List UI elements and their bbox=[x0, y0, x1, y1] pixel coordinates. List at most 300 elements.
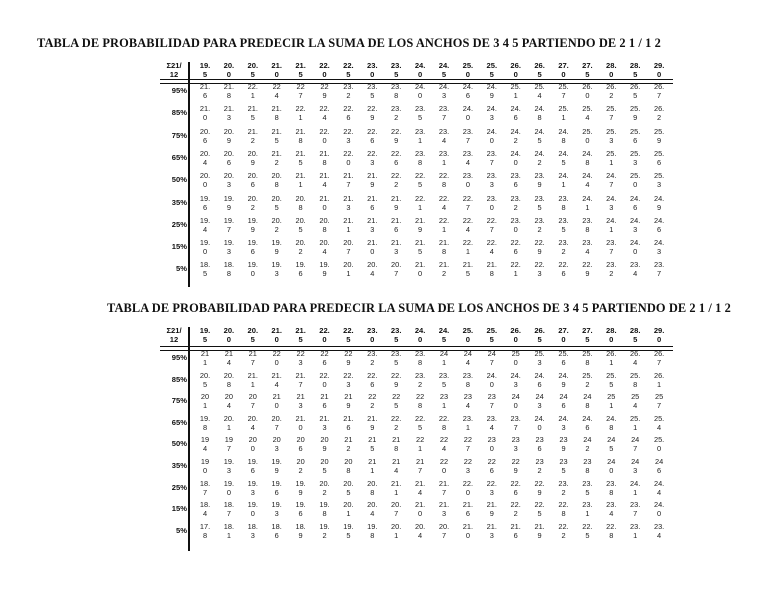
cell-line: 6 bbox=[465, 509, 470, 519]
cell-line: 8 bbox=[274, 180, 279, 190]
table-cell bbox=[504, 480, 528, 498]
cell-line: 23. bbox=[558, 215, 569, 225]
table-cell bbox=[575, 83, 599, 101]
cell-line: 23. bbox=[510, 171, 521, 181]
column-header-line: 23. bbox=[390, 61, 402, 70]
cell-line: 9 bbox=[657, 135, 662, 145]
cell-line: 4 bbox=[585, 247, 590, 257]
cell-line: 9 bbox=[537, 487, 542, 497]
column-header bbox=[552, 62, 576, 80]
cell-line: 20. bbox=[343, 238, 354, 248]
column-header-line: 26. bbox=[510, 326, 521, 335]
cell-line: 6 bbox=[513, 530, 518, 540]
cell-line: 8 bbox=[441, 180, 447, 190]
cell-line: 7 bbox=[202, 487, 208, 497]
cell-line: 4 bbox=[657, 422, 662, 432]
cell-line: 2 bbox=[298, 466, 303, 475]
percentile-label: 95% bbox=[171, 86, 187, 95]
table-cell bbox=[504, 150, 528, 168]
table-cell bbox=[289, 239, 313, 257]
cell-line: 2 bbox=[561, 247, 566, 257]
table-cell bbox=[336, 523, 360, 541]
table-cell bbox=[336, 105, 360, 123]
table-cell bbox=[575, 150, 599, 168]
cell-line: 24. bbox=[653, 215, 665, 225]
cell-line: 22. bbox=[510, 260, 521, 270]
cell-line: 0 bbox=[609, 466, 614, 475]
table-cell bbox=[528, 458, 552, 476]
cell-line: 19. bbox=[367, 521, 378, 531]
cell-line: 3 bbox=[633, 466, 638, 475]
cell-line: 19. bbox=[271, 500, 282, 510]
table-cell bbox=[241, 501, 265, 519]
table-cell bbox=[552, 195, 576, 213]
cell-line: 0 bbox=[298, 422, 303, 432]
table-cell bbox=[623, 436, 647, 454]
column-header-line: 27. bbox=[582, 61, 593, 70]
table-cell bbox=[193, 195, 217, 213]
cell-line: 24. bbox=[510, 370, 521, 380]
cell-line: 24. bbox=[630, 238, 641, 248]
cell-line: 4 bbox=[202, 509, 208, 519]
table-cell bbox=[480, 128, 504, 146]
cell-line: 22 bbox=[272, 82, 281, 91]
cell-line: 3 bbox=[441, 91, 447, 100]
cell-line: 9 bbox=[561, 379, 566, 389]
table-cell bbox=[528, 372, 552, 390]
table-cell bbox=[360, 501, 384, 519]
table-cell bbox=[289, 501, 313, 519]
table-cell bbox=[384, 501, 408, 519]
cell-line: 0 bbox=[322, 379, 327, 389]
cell-line: 23. bbox=[653, 260, 665, 270]
table-cell bbox=[241, 172, 265, 190]
table-cell bbox=[552, 150, 576, 168]
cell-line: 20. bbox=[295, 215, 306, 225]
column-header-line: 27. bbox=[558, 61, 569, 70]
cell-line: 2 bbox=[609, 91, 614, 100]
cell-line: 1 bbox=[609, 401, 614, 411]
cell-line: 4 bbox=[585, 113, 590, 123]
cell-line: 21. bbox=[367, 238, 378, 248]
probability-table-1 bbox=[37, 36, 665, 286]
column-header bbox=[456, 327, 480, 345]
column-header-line: 24. bbox=[438, 61, 450, 70]
column-header-line: 5 bbox=[537, 70, 542, 79]
table-cell bbox=[360, 217, 384, 235]
table-cell bbox=[432, 372, 456, 390]
cell-line: 4 bbox=[609, 509, 614, 519]
table-cell bbox=[408, 480, 432, 498]
column-header bbox=[313, 327, 337, 345]
column-header-line: 29. bbox=[653, 326, 665, 335]
cell-line: 21. bbox=[414, 500, 426, 510]
cell-line: 19. bbox=[295, 478, 306, 488]
table-cell bbox=[528, 350, 552, 368]
cell-line: 23. bbox=[391, 104, 402, 114]
table-cell bbox=[623, 105, 647, 123]
cell-line: 4 bbox=[441, 202, 447, 212]
table-cell bbox=[336, 350, 360, 368]
table-cell bbox=[217, 458, 241, 476]
cell-line: 23. bbox=[486, 171, 497, 181]
cell-line: 3 bbox=[274, 444, 279, 454]
table-cell bbox=[552, 523, 576, 541]
table-cell bbox=[456, 393, 480, 411]
cell-line: 21. bbox=[343, 215, 354, 225]
cell-line: 26. bbox=[653, 82, 665, 91]
cell-line: 21. bbox=[462, 260, 474, 270]
cell-line: 3 bbox=[298, 358, 303, 367]
cell-line: 1 bbox=[441, 157, 447, 167]
table-cell bbox=[552, 372, 576, 390]
percentile-label: 65% bbox=[171, 417, 187, 427]
table-cell bbox=[408, 372, 432, 390]
column-header bbox=[408, 327, 432, 345]
column-header bbox=[623, 62, 647, 80]
cell-line: 7 bbox=[657, 358, 662, 367]
probability-table-2 bbox=[107, 300, 731, 550]
table-cell bbox=[552, 501, 576, 519]
cell-line: 9 bbox=[226, 135, 231, 145]
column-header bbox=[265, 62, 289, 80]
cell-line: 24 bbox=[654, 457, 664, 466]
table-cell bbox=[599, 480, 623, 498]
cell-line: 24 bbox=[607, 435, 616, 445]
cell-line: 4 bbox=[489, 422, 494, 432]
cell-line: 5 bbox=[274, 135, 279, 145]
cell-line: 4 bbox=[274, 379, 279, 389]
cell-line: 2 bbox=[346, 444, 351, 454]
cell-line: 20 bbox=[320, 435, 329, 445]
table-cell bbox=[241, 239, 265, 257]
table-cell bbox=[528, 480, 552, 498]
cell-line: 21. bbox=[247, 126, 258, 136]
cell-line: 20. bbox=[367, 500, 378, 510]
cell-line: 6 bbox=[274, 487, 279, 497]
table-cell bbox=[217, 393, 241, 411]
table-cell bbox=[360, 83, 384, 101]
cell-line: 21. bbox=[414, 478, 426, 488]
cell-line: 1 bbox=[394, 530, 399, 540]
table-cell bbox=[408, 83, 432, 101]
cell-line: 6 bbox=[537, 444, 542, 454]
cell-line: 8 bbox=[609, 487, 614, 497]
percentile-label: 75% bbox=[171, 396, 187, 406]
cell-line: 19 bbox=[200, 457, 210, 466]
cell-line: 24. bbox=[630, 215, 641, 225]
table-cell bbox=[575, 480, 599, 498]
column-header-line: 5 bbox=[585, 70, 590, 79]
table-cell bbox=[217, 128, 241, 146]
cell-line: 22. bbox=[391, 126, 402, 136]
cell-line: 8 bbox=[441, 247, 447, 257]
cell-line: 22. bbox=[438, 413, 450, 423]
table-cell bbox=[384, 415, 408, 433]
column-header-line: 0 bbox=[609, 70, 614, 79]
percentile-label: 50% bbox=[171, 439, 187, 449]
table-cell bbox=[432, 195, 456, 213]
cell-line: 4 bbox=[633, 358, 638, 367]
table-cell bbox=[480, 105, 504, 123]
cell-line: 3 bbox=[370, 224, 375, 234]
cell-line: 1 bbox=[561, 113, 566, 123]
cell-line: 6 bbox=[513, 247, 518, 257]
cell-line: 6 bbox=[346, 422, 351, 432]
column-header bbox=[575, 327, 599, 345]
cell-line: 21. bbox=[438, 500, 450, 510]
column-header bbox=[241, 62, 265, 80]
cell-line: 20. bbox=[319, 478, 330, 488]
cell-line: 4 bbox=[465, 401, 470, 411]
cell-line: 20. bbox=[271, 193, 282, 203]
cell-line: 19. bbox=[319, 521, 330, 531]
cell-line: 5 bbox=[537, 202, 542, 212]
column-header-line: 0 bbox=[513, 335, 518, 344]
cell-line: 21. bbox=[391, 238, 402, 248]
cell-line: 25. bbox=[606, 126, 617, 136]
cell-line: 20. bbox=[247, 148, 258, 158]
cell-line: 4 bbox=[322, 113, 327, 123]
column-header-line: 27. bbox=[582, 326, 593, 335]
table-cell bbox=[647, 105, 671, 123]
cell-line: 3 bbox=[250, 530, 255, 540]
cell-line: 23. bbox=[438, 104, 450, 114]
cell-line: 22. bbox=[319, 126, 330, 136]
column-header-line: 0 bbox=[465, 70, 470, 79]
cell-line: 25. bbox=[534, 349, 545, 358]
cell-line: 7 bbox=[441, 530, 447, 540]
cell-line: 24. bbox=[653, 193, 665, 203]
cell-line: 23. bbox=[343, 82, 354, 91]
cell-line: 9 bbox=[489, 91, 494, 100]
cell-line: 3 bbox=[322, 422, 327, 432]
cell-line: 9 bbox=[346, 401, 351, 411]
column-header-line: 25. bbox=[486, 61, 498, 70]
table-cell bbox=[193, 105, 217, 123]
cell-line: 20 bbox=[248, 392, 257, 402]
cell-line: 8 bbox=[298, 135, 303, 145]
cell-line: 9 bbox=[657, 202, 662, 212]
cell-line: 9 bbox=[418, 224, 423, 234]
cell-line: 21 bbox=[392, 457, 401, 466]
cell-line: 8 bbox=[394, 91, 399, 100]
cell-line: 5 bbox=[346, 487, 351, 497]
cell-line: 3 bbox=[489, 487, 494, 497]
cell-line: 9 bbox=[394, 379, 399, 389]
table-cell bbox=[599, 350, 623, 368]
table-cell bbox=[647, 83, 671, 101]
cell-line: 0 bbox=[657, 509, 662, 519]
cell-line: 2 bbox=[657, 113, 662, 123]
table-cell bbox=[456, 501, 480, 519]
table-cell bbox=[408, 195, 432, 213]
cell-line: 18. bbox=[199, 478, 211, 488]
cell-line: 25. bbox=[606, 148, 617, 158]
cell-line: 5 bbox=[202, 269, 208, 279]
table-cell bbox=[575, 128, 599, 146]
cell-line: 25. bbox=[534, 82, 545, 91]
table-cell bbox=[193, 83, 217, 101]
cell-line: 24. bbox=[558, 148, 569, 158]
cell-line: 19. bbox=[343, 521, 354, 531]
table-cell bbox=[432, 105, 456, 123]
column-header-line: 0 bbox=[465, 335, 470, 344]
cell-line: 8 bbox=[537, 113, 542, 123]
cell-line: 20. bbox=[391, 260, 402, 270]
table-cell bbox=[504, 436, 528, 454]
cell-line: 3 bbox=[250, 487, 255, 497]
column-header-line: 0 bbox=[609, 335, 614, 344]
cell-line: 5 bbox=[394, 401, 399, 411]
cell-line: 21 bbox=[344, 392, 353, 402]
corner-line: Σ21/ bbox=[166, 61, 182, 70]
cell-line: 24. bbox=[462, 104, 474, 114]
table-cell bbox=[217, 83, 241, 101]
cell-line: 2 bbox=[370, 401, 375, 411]
cell-line: 1 bbox=[441, 358, 447, 367]
table-cell bbox=[360, 239, 384, 257]
table-cell bbox=[504, 239, 528, 257]
cell-line: 20. bbox=[247, 413, 258, 423]
table-cell bbox=[336, 393, 360, 411]
column-header bbox=[336, 62, 360, 80]
cell-line: 25. bbox=[582, 370, 593, 380]
column-header-line: 28. bbox=[629, 326, 641, 335]
cell-line: 0 bbox=[465, 180, 470, 190]
column-header bbox=[289, 327, 313, 345]
column-header-line: 0 bbox=[417, 335, 423, 344]
table-cell bbox=[265, 372, 289, 390]
cell-line: 0 bbox=[202, 247, 208, 257]
table-cell bbox=[241, 436, 265, 454]
column-header-line: 19. bbox=[199, 326, 211, 335]
table-cell bbox=[360, 415, 384, 433]
table-cell bbox=[313, 83, 337, 101]
cell-line: 22. bbox=[462, 193, 474, 203]
table-cell bbox=[313, 458, 337, 476]
cell-line: 0 bbox=[418, 269, 423, 279]
table-cell bbox=[456, 83, 480, 101]
cell-line: 7 bbox=[465, 444, 470, 454]
row-label-rule bbox=[188, 62, 190, 287]
cell-line: 22. bbox=[534, 260, 545, 270]
cell-line: 25. bbox=[630, 148, 641, 158]
table-cell bbox=[313, 217, 337, 235]
cell-line: 19. bbox=[271, 238, 282, 248]
table-cell bbox=[528, 172, 552, 190]
cell-line: 24. bbox=[534, 370, 545, 380]
cell-line: 22. bbox=[558, 260, 569, 270]
cell-line: 22. bbox=[534, 238, 545, 248]
cell-line: 23. bbox=[630, 521, 641, 531]
column-header bbox=[241, 327, 265, 345]
table-cell bbox=[599, 372, 623, 390]
table-cell bbox=[289, 480, 313, 498]
cell-line: 1 bbox=[202, 401, 208, 411]
cell-line: 1 bbox=[633, 530, 638, 540]
cell-line: 23. bbox=[630, 500, 641, 510]
cell-line: 1 bbox=[441, 224, 447, 234]
table-cell bbox=[289, 128, 313, 146]
cell-line: 24. bbox=[486, 82, 497, 91]
cell-line: 21 bbox=[224, 349, 233, 358]
cell-line: 7 bbox=[609, 180, 614, 190]
table-cell bbox=[575, 239, 599, 257]
cell-line: 0 bbox=[465, 113, 470, 123]
cell-line: 6 bbox=[202, 202, 208, 212]
table-cell bbox=[265, 458, 289, 476]
cell-line: 8 bbox=[441, 422, 447, 432]
column-header-line: 23. bbox=[367, 61, 378, 70]
table-cell bbox=[217, 480, 241, 498]
cell-line: 19. bbox=[247, 215, 258, 225]
table-cell bbox=[360, 372, 384, 390]
cell-line: 9 bbox=[322, 444, 327, 454]
table-cell bbox=[408, 436, 432, 454]
cell-line: 26. bbox=[606, 349, 617, 358]
cell-line: 21. bbox=[319, 148, 330, 158]
table-cell bbox=[599, 239, 623, 257]
table-cell bbox=[193, 261, 217, 279]
cell-line: 4 bbox=[465, 358, 470, 367]
cell-line: 3 bbox=[513, 379, 518, 389]
cell-line: 6 bbox=[274, 530, 279, 540]
table-cell bbox=[528, 393, 552, 411]
cell-line: 25. bbox=[653, 413, 665, 423]
cell-line: 8 bbox=[322, 224, 327, 234]
cell-line: 2 bbox=[513, 135, 518, 145]
cell-line: 24. bbox=[606, 413, 617, 423]
table-cell bbox=[480, 480, 504, 498]
cell-line: 22 bbox=[487, 457, 496, 466]
cell-line: 3 bbox=[226, 180, 231, 190]
table-cell bbox=[528, 523, 552, 541]
cell-line: 2 bbox=[609, 269, 614, 279]
cell-line: 23. bbox=[486, 148, 497, 158]
table-cell bbox=[432, 239, 456, 257]
cell-line: 21. bbox=[223, 104, 235, 114]
table-cell bbox=[599, 150, 623, 168]
cell-line: 22. bbox=[606, 521, 617, 531]
table-cell bbox=[336, 480, 360, 498]
cell-line: 19. bbox=[271, 457, 282, 466]
cell-line: 20. bbox=[199, 126, 211, 136]
column-header-line: 26. bbox=[534, 61, 545, 70]
table-cell bbox=[599, 523, 623, 541]
cell-line: 5 bbox=[561, 224, 566, 234]
table-cell bbox=[217, 523, 241, 541]
cell-line: 23. bbox=[534, 215, 545, 225]
cell-line: 6 bbox=[657, 466, 662, 475]
cell-line: 19. bbox=[295, 260, 306, 270]
cell-line: 22 bbox=[272, 349, 281, 358]
table-cell bbox=[217, 501, 241, 519]
cell-line: 21. bbox=[367, 215, 378, 225]
cell-line: 3 bbox=[370, 157, 375, 167]
cell-line: 8 bbox=[585, 401, 590, 411]
cell-line: 21. bbox=[295, 171, 306, 181]
cell-line: 2 bbox=[561, 487, 566, 497]
column-header bbox=[552, 327, 576, 345]
column-header bbox=[623, 327, 647, 345]
cell-line: 7 bbox=[394, 509, 399, 519]
cell-line: 21. bbox=[343, 413, 354, 423]
table-cell bbox=[408, 150, 432, 168]
column-header-line: 20. bbox=[223, 326, 235, 335]
cell-line: 4 bbox=[657, 530, 662, 540]
cell-line: 25. bbox=[630, 104, 641, 114]
